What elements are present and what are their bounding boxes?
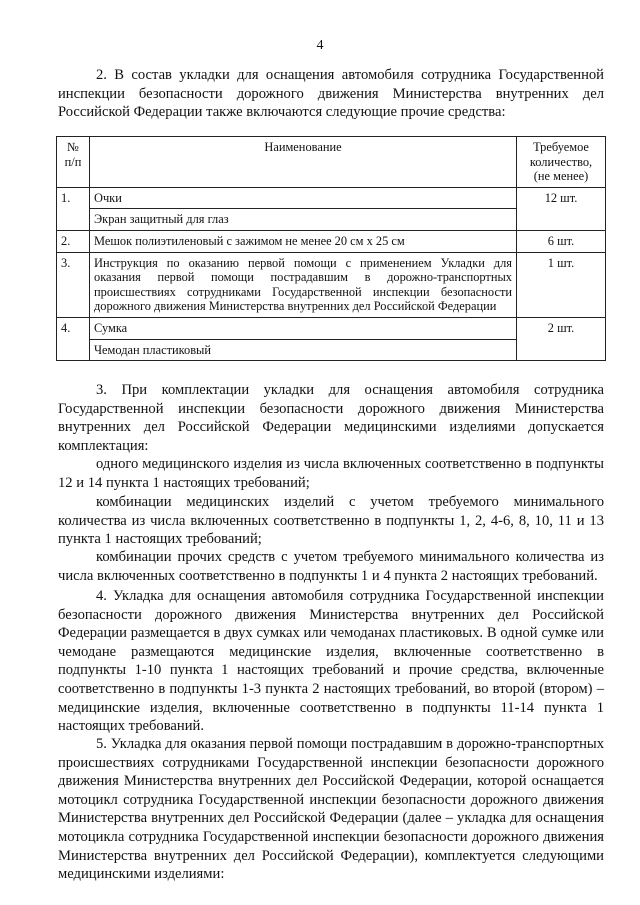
item-name: Инструкция по оказанию первой помощи с применением Укладки для оказания первой помощи пострадавшим в дорожно-транспортных происшествиях сотрудниками Государственной инспекции безопасности дорожного движения Министерства внутренних дел Российской Федерации: [90, 252, 517, 317]
header-qty: Требуемое количество, (не менее): [517, 137, 606, 188]
row-num: 4.: [57, 317, 90, 360]
row-num: 3.: [57, 252, 90, 317]
row-names: [90, 317, 517, 360]
section5-paragraph: 5. Укладка для оказания первой помощи пострадавшим в дорожно-транспортных происшествиях сотрудниками Государственной инспекции безопасности дорожного движения Министерства внутренних дел Российской Федерации, которой оснащается мотоцикл сотрудника Государственной инспекции безопасности дорожного движения Министерства внутренних дел Российской Федерации (далее – укладка для оснащения мотоцикла сотрудника Государственной инспекции безопасности дорожного движения Министерства внутренних дел Российской Федерации), комплектуется следующими медицинскими изделиями:: [58, 736, 604, 883]
item-name: Экран защитный для глаз: [90, 208, 516, 230]
row-num: 2.: [57, 230, 90, 252]
section3-lead: 3. При комплектации укладки для оснащения автомобиля сотрудника Государственной инспекции безопасности дорожного движения Министерства внутренних дел Российской Федерации медицинскими изделиями допускается комплектация:: [58, 382, 604, 454]
table-header-row: [57, 137, 606, 188]
section4-paragraph: 4. Укладка для оснащения автомобиля сотрудника Государственной инспекции безопасности дорожного движения Министерства внутренних дел Российской Федерации размещается в двух сумках или чемоданах пластиковых. В одной сумке или чемодане размещаются медицинские изделия, включенные соответственно в подпункты 1-10 пункта 1 настоящих требований и прочие средства, включенные соответственно в подпункты 1-3 пункта 2 настоящих требований, во второй (втором) – медицинские изделия, включенные соответственно в подпункты 11-14 пункта 1 настоящих требований.: [58, 588, 604, 735]
row-num: 1.: [57, 187, 90, 230]
row-qty: 12 шт.: [517, 187, 606, 230]
item-name: Очки: [94, 190, 122, 205]
table-row: [57, 252, 606, 317]
page-number: 4: [316, 38, 324, 53]
header-num: № п/п: [57, 137, 90, 188]
table-row: [57, 187, 606, 230]
item-name: Сумка: [94, 320, 128, 335]
table-row: [57, 317, 606, 360]
row-names: [90, 187, 517, 230]
items-table: [56, 136, 606, 361]
header-name: Наименование: [90, 137, 517, 188]
item-name: Чемодан пластиковый: [90, 339, 516, 361]
item-name: Мешок полиэтиленовый с зажимом не менее 20 см х 25 см: [90, 230, 517, 252]
row-qty: 1 шт.: [517, 252, 606, 317]
section3-item1: одного медицинского изделия из числа включенных соответственно в подпункты 12 и 14 пункта 1 настоящих требований;: [58, 456, 604, 491]
intro-paragraph: 2. В состав укладки для оснащения автомобиля сотрудника Государственной инспекции безопасности дорожного движения Министерства внутренних дел Российской Федерации также включаются следующие прочие средства:: [58, 67, 604, 121]
section3-item2: комбинации медицинских изделий с учетом требуемого минимального количества из числа включенных соответственно в подпункты 1, 2, 4-6, 8, 10, 11 и 13 пункта 1 настоящих требований;: [58, 494, 604, 548]
row-qty: 2 шт.: [517, 317, 606, 360]
section3-item3: комбинации прочих средств с учетом требуемого минимального количества из числа включенных соответственно в подпункты 1 и 4 пункта 2 настоящих требований.: [58, 549, 604, 584]
table-row: [57, 230, 606, 252]
row-qty: 6 шт.: [517, 230, 606, 252]
